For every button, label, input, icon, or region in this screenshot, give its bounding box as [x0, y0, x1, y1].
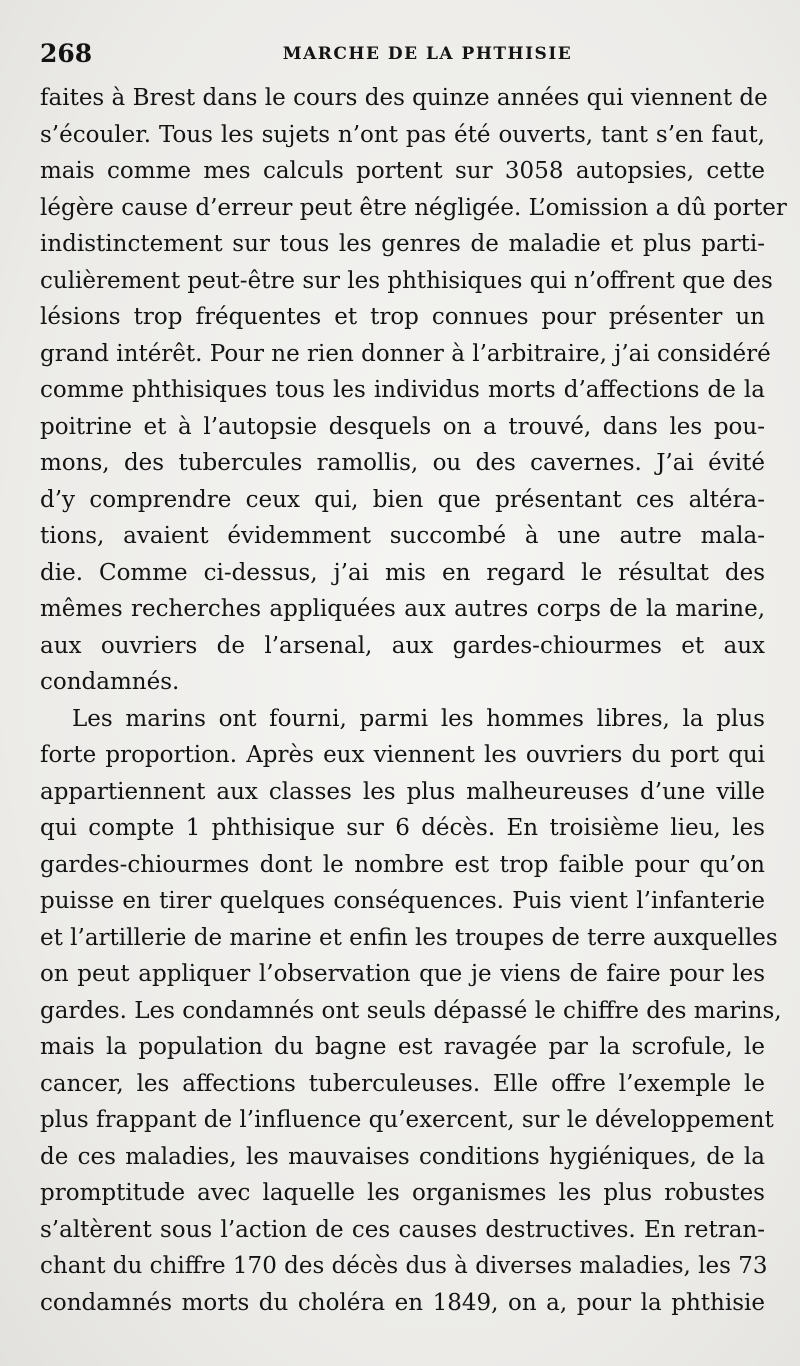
- page-number: 268: [40, 39, 93, 68]
- text-line: gardes. Les condamnés ont seuls dépassé le chiffre des marins,: [40, 997, 782, 1024]
- text-line: aux ouvriers de l’arsenal, aux gardes-chiourmes et aux: [40, 632, 765, 659]
- text-line: grand intérêt. Pour ne rien donner à l’arbitraire, j’ai considéré: [40, 340, 771, 367]
- text-line: forte proportion. Après eux viennent les ouvriers du port qui: [40, 742, 765, 768]
- text-line: qui compte 1 phthisique sur 6 décès. En troisième lieu, les: [40, 815, 765, 841]
- text-line: s’écouler. Tous les sujets n’ont pas été ouverts, tant s’en faut,: [40, 121, 765, 148]
- running-title: MARCHE DE LA PHTHISIE: [282, 44, 573, 64]
- text-line: mais comme mes calculs portent sur 3058 autopsies, cette: [40, 158, 765, 184]
- page-header: [40, 38, 765, 74]
- text-line: de ces maladies, les mauvaises conditions hygiéniques, de la: [40, 1143, 765, 1170]
- paragraph-first-line: Les marins ont fourni, parmi les hommes libres, la plus: [72, 705, 765, 732]
- text-line: poitrine et à l’autopsie desquels on a trouvé, dans les pou-: [40, 413, 765, 440]
- text-line: promptitude avec laquelle les organismes les plus robustes: [40, 1180, 765, 1206]
- text-line: plus frappant de l’influence qu’exercent, sur le développement: [40, 1107, 774, 1133]
- text-line: culièrement peut-être sur les phthisiques qui n’offrent que des: [40, 267, 773, 294]
- text-line: condamnés.: [40, 669, 180, 695]
- body-text: [40, 80, 787, 1321]
- text-line: gardes-chiourmes dont le nombre est trop faible pour qu’on: [40, 851, 765, 878]
- text-line: mons, des tubercules ramollis, ou des cavernes. J’ai évité: [40, 450, 765, 476]
- text-line: s’altèrent sous l’action de ces causes destructives. En retran-: [40, 1216, 765, 1243]
- text-line: lésions trop fréquentes et trop connues pour présenter un: [40, 304, 765, 330]
- text-line: on peut appliquer l’observation que je viens de faire pour les: [40, 961, 765, 987]
- text-line: die. Comme ci-dessus, j’ai mis en regard le résultat des: [40, 559, 765, 586]
- text-line: condamnés morts du choléra en 1849, on a, pour la phthisie: [40, 1289, 765, 1316]
- text-line: comme phthisiques tous les individus morts d’affections de la: [40, 377, 765, 403]
- text-line: chant du chiffre 170 des décès dus à diverses maladies, les 73: [40, 1253, 768, 1279]
- text-line: appartiennent aux classes les plus malheureuses d’une ville: [40, 778, 765, 805]
- text-line: mais la population du bagne est ravagée par la scrofule, le: [40, 1034, 765, 1060]
- text-line: faites à Brest dans le cours des quinze années qui viennent de: [40, 85, 768, 111]
- text-line: d’y comprendre ceux qui, bien que présentant ces altéra-: [40, 486, 765, 513]
- text-line: mêmes recherches appliquées aux autres corps de la marine,: [40, 596, 765, 622]
- text-line: cancer, les affections tuberculeuses. Elle offre l’exemple le: [40, 1070, 765, 1097]
- text-line: légère cause d’erreur peut être négligée. L’omission a dû porter: [40, 194, 787, 221]
- text-line: tions, avaient évidemment succombé à une autre mala-: [40, 523, 765, 549]
- text-line: indistinctement sur tous les genres de maladie et plus parti-: [40, 231, 765, 257]
- text-line: puisse en tirer quelques conséquences. Puis vient l’infanterie: [40, 888, 765, 914]
- text-line: et l’artillerie de marine et enfin les troupes de terre auxquelles: [40, 924, 778, 951]
